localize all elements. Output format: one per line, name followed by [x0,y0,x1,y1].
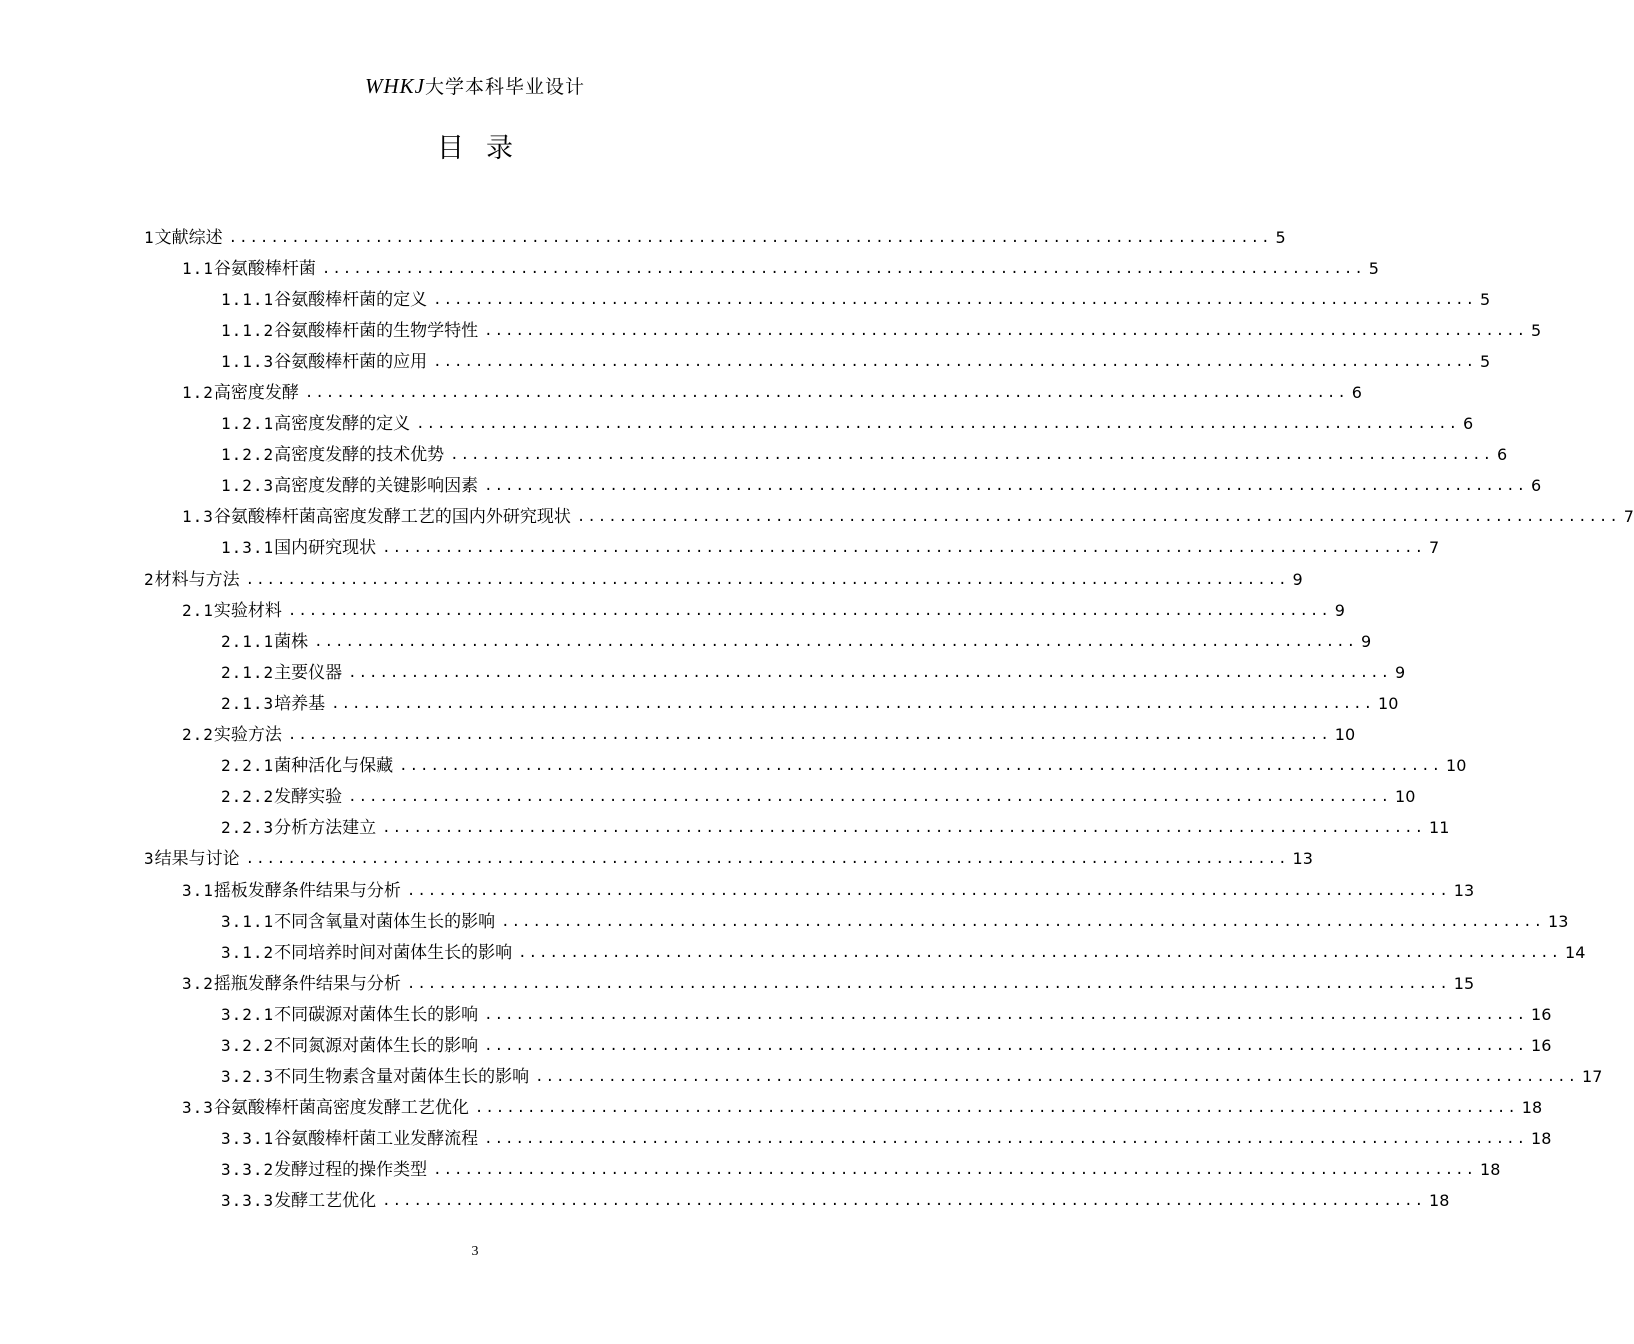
toc-page: 13 [1453,880,1475,900]
toc-page: 18 [1480,1160,1501,1180]
toc-entry[interactable] [0,782,1416,813]
toc-page: 18 [1521,1098,1543,1118]
toc-number: 1.1 [182,258,214,278]
toc-number: 2.1 [182,600,214,620]
dot-leader: .................................................................................................... [484,1037,1528,1054]
dot-leader: .................................................................................................... [535,1069,1579,1086]
toc-title: 谷氨酸棒杆菌 [213,258,316,279]
toc-entry[interactable] [0,346,1491,377]
dot-leader: .................................................................................................... [416,416,1460,433]
toc-entry[interactable] [0,564,1303,595]
dot-leader: .................................................................................................... [287,602,1331,619]
dot-leader: .................................................................................................... [321,260,1365,277]
toc-entry[interactable] [0,1062,1603,1093]
toc-entry[interactable] [0,595,1345,626]
toc-title: 高密度发酵的定义 [274,414,411,435]
toc-number: 2.2 [182,725,214,745]
toc-title: 谷氨酸棒杆菌工业发酵流程 [274,1129,479,1150]
toc-number: 3.3.1 [221,1129,275,1149]
toc-number: 1.1.3 [221,351,275,371]
dot-leader: .................................................................................................... [399,758,1443,775]
toc-entry[interactable] [0,906,1569,937]
toc-number: 1.3.1 [221,538,275,558]
toc-title: 结果与讨论 [154,849,240,870]
toc-title: 实验方法 [213,725,282,746]
toc-page: 5 [1480,351,1491,371]
toc-number: 3.2.2 [221,1035,275,1055]
toc-title: 实验材料 [213,600,282,621]
toc-title: 菌株 [274,631,309,652]
toc-entry[interactable] [0,409,1474,440]
toc-title: 摇瓶发酵条件结果与分析 [213,973,401,994]
dot-leader: .................................................................................................... [501,913,1545,930]
toc-title: 高密度发酵的技术优势 [274,445,445,466]
toc-title: 分析方法建立 [274,818,377,839]
dot-leader: .................................................................................................... [245,851,1289,868]
toc-number: 3.3.3 [221,1191,275,1211]
dot-leader: .................................................................................................... [433,291,1477,308]
toc-number: 1 [144,227,155,247]
page-number: 3 [471,1244,479,1259]
toc-number: 2.1.1 [221,631,275,651]
toc-entry[interactable] [0,1124,1552,1155]
dot-leader: .................................................................................................... [576,509,1620,526]
toc-number: 1.2.1 [221,414,275,434]
toc-page: 10 [1334,725,1356,745]
toc-entry[interactable] [0,844,1313,875]
toc-page: 11 [1429,818,1450,838]
toc-entry[interactable] [0,657,1406,688]
toc-number: 3.1.2 [221,942,275,962]
toc-title: 高密度发酵的关键影响因素 [274,476,479,497]
dot-leader: .................................................................................................... [484,1006,1528,1023]
toc-number: 1.2 [182,383,214,403]
toc-number: 2.2.1 [221,756,275,776]
toc-entry[interactable] [0,813,1450,844]
toc-number: 2.1.2 [221,662,275,682]
toc-number: 2.1.3 [221,693,275,713]
toc-number: 1.2.2 [221,445,275,465]
dot-leader: .................................................................................................... [382,820,1426,837]
toc-title: 摇板发酵条件结果与分析 [213,880,401,901]
toc-entry[interactable] [0,1186,1450,1217]
toc-entry[interactable] [0,471,1542,502]
running-header [0,72,950,99]
toc-page: 5 [1480,289,1491,309]
toc-page: 9 [1395,662,1406,682]
dot-leader: .................................................................................................... [348,789,1392,806]
dot-leader: .................................................................................................... [245,571,1289,588]
toc-entry[interactable] [0,999,1552,1030]
toc-page: 10 [1446,756,1467,776]
toc-entry[interactable] [0,937,1586,968]
toc-number: 1.3 [182,507,214,527]
dot-leader: .................................................................................................... [228,229,1272,246]
toc-page: 9 [1361,631,1372,651]
dot-leader: .................................................................................................... [382,540,1426,557]
dot-leader: .................................................................................................... [348,664,1392,681]
toc-page: 15 [1453,973,1475,993]
toc-number: 3.2 [182,973,214,993]
toc-title: 不同氮源对菌体生长的影响 [274,1035,479,1056]
toc-title: 文献综述 [154,227,223,248]
toc-title: 材料与方法 [154,569,240,590]
dot-leader: .................................................................................................... [484,478,1528,495]
toc-entry[interactable] [0,1155,1501,1186]
toc-entry[interactable] [0,315,1542,346]
dot-leader: .................................................................................................... [433,1162,1477,1179]
toc-page: 16 [1531,1004,1552,1024]
dot-leader: .................................................................................................... [382,1193,1426,1210]
dot-leader: .................................................................................................... [406,882,1450,899]
toc-title: 菌种活化与保藏 [274,756,394,777]
toc-title: 发酵实验 [274,787,343,808]
toc-entry[interactable] [0,253,1379,284]
toc-page: 10 [1378,693,1399,713]
toc-number: 3.1 [182,880,214,900]
toc-title: 主要仪器 [274,662,343,683]
toc-number: 1.1.1 [221,289,275,309]
toc-page: 17 [1582,1067,1603,1087]
toc-page: 13 [1292,849,1313,869]
toc-number: 3.1.1 [221,911,275,931]
toc-title: 高密度发酵 [213,383,299,404]
dot-leader: .................................................................................................... [314,633,1358,650]
toc-page: 9 [1334,600,1345,620]
toc-page: 16 [1531,1035,1552,1055]
toc-title: 谷氨酸棒杆菌高密度发酵工艺的国内外研究现状 [213,507,571,528]
toc-number: 2.2.3 [221,818,275,838]
dot-leader: .................................................................................................... [304,385,1348,402]
dot-leader: .................................................................................................... [518,944,1562,961]
toc-entry[interactable] [0,720,1356,751]
toc-title: 不同生物素含量对菌体生长的影响 [274,1067,530,1088]
dot-leader: .................................................................................................... [406,975,1450,992]
dot-leader: .................................................................................................... [474,1100,1518,1117]
dot-leader: .................................................................................................... [433,353,1477,370]
toc-entry[interactable] [0,1093,1543,1124]
toc-page: 9 [1292,569,1303,589]
toc-number: 3.3 [182,1098,214,1118]
toc-entry[interactable] [0,377,1362,408]
toc-number: 2 [144,569,155,589]
toc-number: 1.1.2 [221,320,275,340]
toc-title: 发酵过程的操作类型 [274,1160,428,1181]
toc-entry[interactable] [0,440,1508,471]
toc-title: 谷氨酸棒杆菌的应用 [274,351,428,372]
toc-entry[interactable] [0,222,1286,253]
toc-entry[interactable] [0,1030,1552,1061]
toc-title: 培养基 [274,693,326,714]
toc-entry[interactable] [0,875,1475,906]
dot-leader: .................................................................................................... [287,727,1331,744]
header-chinese: 大学本科毕业设计 [424,76,585,98]
toc-page: 5 [1275,227,1286,247]
toc-page: 5 [1368,258,1379,278]
toc-title: 不同培养时间对菌体生长的影响 [274,942,513,963]
toc-entry[interactable] [0,968,1475,999]
toc-page: 7 [1623,507,1634,527]
toc-page: 6 [1463,414,1474,434]
toc-title: 谷氨酸棒杆菌的生物学特性 [274,320,479,341]
toc-page: 10 [1395,787,1416,807]
toc-page: 6 [1531,476,1542,496]
toc-title: 发酵工艺优化 [274,1191,377,1212]
toc-number: 3.2.3 [221,1067,275,1087]
toc-page: 6 [1497,445,1508,465]
toc-title: 不同碳源对菌体生长的影响 [274,1004,479,1025]
toc-entry[interactable] [0,626,1372,657]
toc-title: 国内研究现状 [274,538,377,559]
toc-page: 7 [1429,538,1440,558]
toc-page: 18 [1531,1129,1552,1149]
toc-title: 不同含氧量对菌体生长的影响 [274,911,496,932]
toc-page: 18 [1429,1191,1450,1211]
toc-page: 13 [1548,911,1569,931]
toc-page: 14 [1565,942,1586,962]
toc-entry[interactable] [0,284,1491,315]
dot-leader: .................................................................................................... [484,322,1528,339]
toc-entry[interactable] [0,751,1467,782]
toc-entry[interactable] [0,688,1399,719]
toc-number: 3 [144,849,155,869]
toc-title: 谷氨酸棒杆菌的定义 [274,289,428,310]
page-title: 目录 [437,133,535,164]
dot-leader: .................................................................................................... [331,695,1375,712]
toc-number: 1.2.3 [221,476,275,496]
toc-entry[interactable] [0,502,1634,533]
dot-leader: .................................................................................................... [450,447,1494,464]
toc-entry[interactable] [0,533,1440,564]
toc-number: 2.2.2 [221,787,275,807]
dot-leader: .................................................................................................... [484,1131,1528,1148]
toc-title: 谷氨酸棒杆菌高密度发酵工艺优化 [213,1098,469,1119]
header-latin: WHKJ [364,74,425,98]
table-of-contents [0,222,1634,1217]
toc-page: 5 [1531,320,1542,340]
toc-page: 6 [1351,383,1362,403]
toc-number: 3.2.1 [221,1004,275,1024]
toc-number: 3.3.2 [221,1160,275,1180]
